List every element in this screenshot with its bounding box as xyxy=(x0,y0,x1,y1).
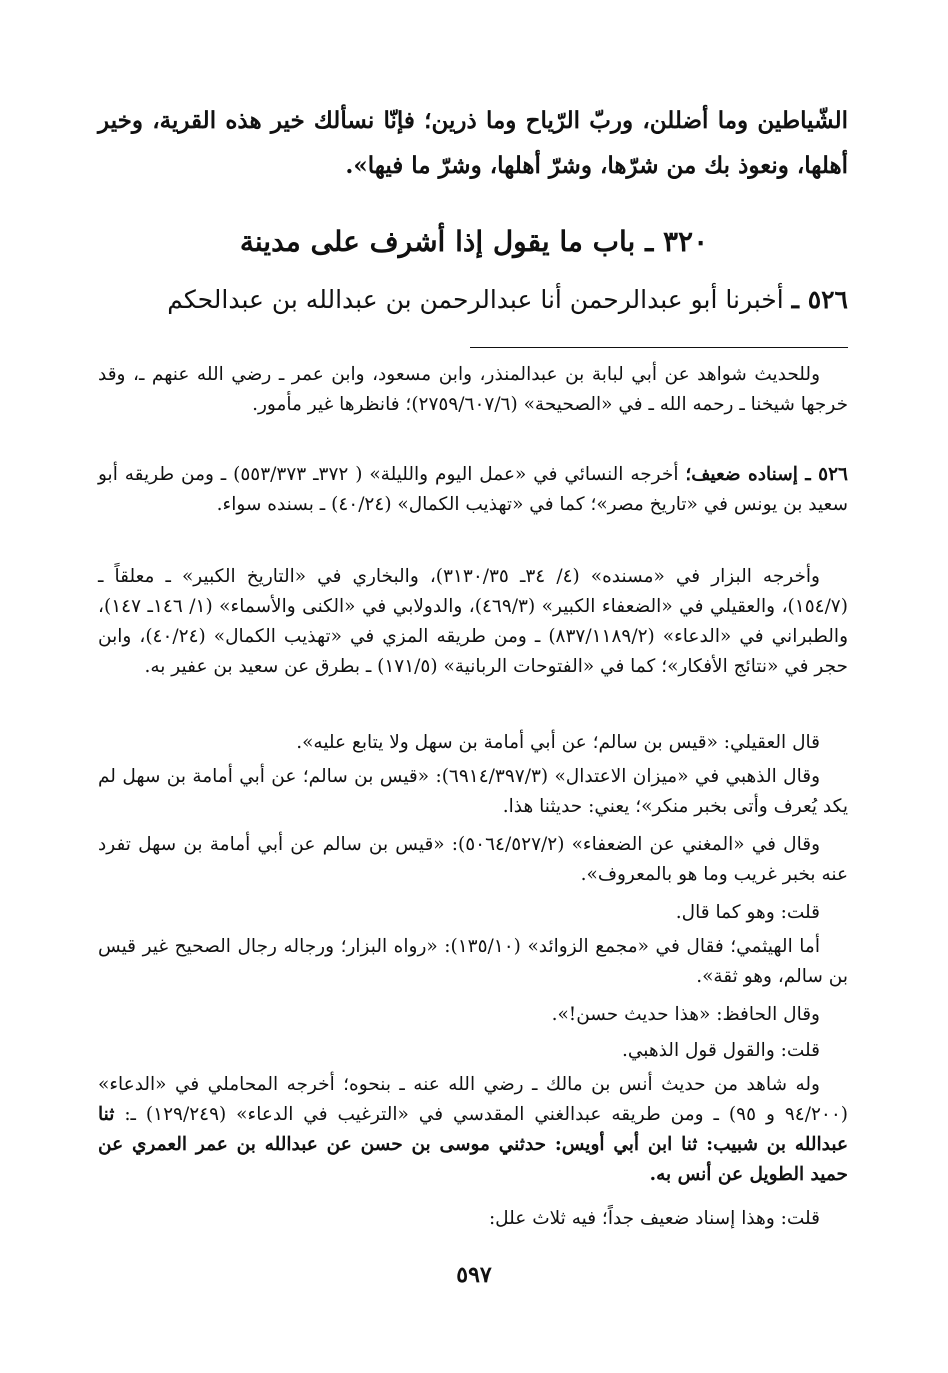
footnote-paragraph: وقال الحافظ: «هذا حديث حسن!». xyxy=(551,1004,820,1025)
footnote-paragraph: وقال الذهبي في «ميزان الاعتدال» (٦٩١٤/٣٩٧/٣): «قيس بن سالم؛ عن أبي أمامة بن سهل لم يكد يُعرف وأتى بخبر منكر»؛ يعني: حديثنا هذا. xyxy=(98,766,848,817)
footnote-divider xyxy=(470,347,848,348)
footnote-paragraph: قلت: والقول قول الذهبي. xyxy=(621,1040,820,1061)
footnote-paragraph: قلت: وهذا إسناد ضعيف جداً؛ فيه ثلاث علل: xyxy=(488,1208,820,1229)
narration-line xyxy=(98,280,848,320)
footnote-text: أخرجه النسائي في «عمل اليوم والليلة» ( ٣٧٢ـ ٥٥٣/٣٧٣) ـ ومن طريقه أبو سعيد بن يونس في «تاريخ مصر»؛ كما في «تهذيب الكمال» (٤٠/٢٤) ـ بسنده سواء. xyxy=(98,464,848,515)
chapter-heading: ٣٢٠ ـ باب ما يقول إذا أشرف على مدينة xyxy=(239,225,709,258)
footnote-paragraph: قال العقيلي: «قيس بن سالم؛ عن أبي أمامة بن سهل ولا يتابع عليه». xyxy=(296,732,820,753)
footnote-paragraph xyxy=(98,1070,848,1190)
footnote-bold-isnad: ثنا عبدالله بن شبيب: ثنا ابن أبي أويس: حدثني موسى بن حسن عن عبدالله بن عمر العمري عن حميد الطويل عن أنس به. xyxy=(98,1104,848,1185)
top-paragraph: الشّياطين وما أضللن، وربّ الرّياح وما ذرين؛ فإنّا نسألك خير هذه القرية، وخير أهلها، ونعوذ بك من شرّها، وشرّ أهلها، وشرّ ما فيها». xyxy=(98,107,848,179)
footnote-paragraph: أما الهيثمي؛ فقال في «مجمع الزوائد» (١٣٥/١٠): «رواه البزار؛ ورجاله رجال الصحيح غير قيس بن سالم، وهو ثقة». xyxy=(98,936,848,987)
footnote-paragraph: وقال في «المغني عن الضعفاء» (٥٠٦٤/٥٢٧/٢): «قيس بن سالم عن أبي أمامة بن سهل تفرد عنه بخبر غريب وما هو بالمعروف». xyxy=(98,834,848,885)
page-number: ٥٩٧ xyxy=(456,1262,492,1288)
footnote-paragraph xyxy=(98,460,848,520)
footnote-paragraph: قلت: وهو كما قال. xyxy=(675,902,820,923)
footnote-paragraph: وللحديث شواهد عن أبي لبابة بن عبدالمنذر، وابن مسعود، وابن عمر ـ رضي الله عنهم ـ، وقد خرجها شيخنا ـ رحمه الله ـ في «الصحيحة» (٢٧٥٩/٦٠٧/٦)؛ فانظرها غير مأمور. xyxy=(98,364,848,415)
hadith-number: ٥٢٦ ـ xyxy=(791,285,848,314)
footnote-text: وله شاهد من حديث أنس بن مالك ـ رضي الله عنه ـ بنحوه؛ أخرجه المحاملي في «الدعاء» (٩٤/٢٠٠ و ٩٥) ـ ومن طريقه عبدالغني المقدسي في «الترغيب في الدعاء» (١٢٩/٢٤٩) ـ: xyxy=(98,1074,848,1125)
footnote-number-lead: ٥٢٦ ـ إسناده ضعيف؛ xyxy=(685,464,848,485)
narration-text: أخبرنا أبو عبدالرحمن أنا عبدالرحمن بن عبدالله بن عبدالحكم xyxy=(167,285,784,314)
footnote-paragraph: وأخرجه البزار في «مسنده» (٤/ ٣٤ـ ٣١٣٠/٣٥)، والبخاري في «التاريخ الكبير» ـ معلقاً ـ (١٥٤/٧)، والعقيلي في «الضعفاء الكبير» (٤٦٩/٣)، والدولابي في «الكنى والأسماء» (١/ ١٤٦ـ ١٤٧)، والطبراني في «الدعاء» (٨٣٧/١١٨٩/٢) ـ ومن طريقه المزي في «تهذيب الكمال» (٤٠/٢٤)، وابن حجر في «نتائج الأفكار»؛ كما في «الفتوحات الربانية» (١٧١/٥) ـ بطرق عن سعيد بن عفير به. xyxy=(98,566,849,677)
